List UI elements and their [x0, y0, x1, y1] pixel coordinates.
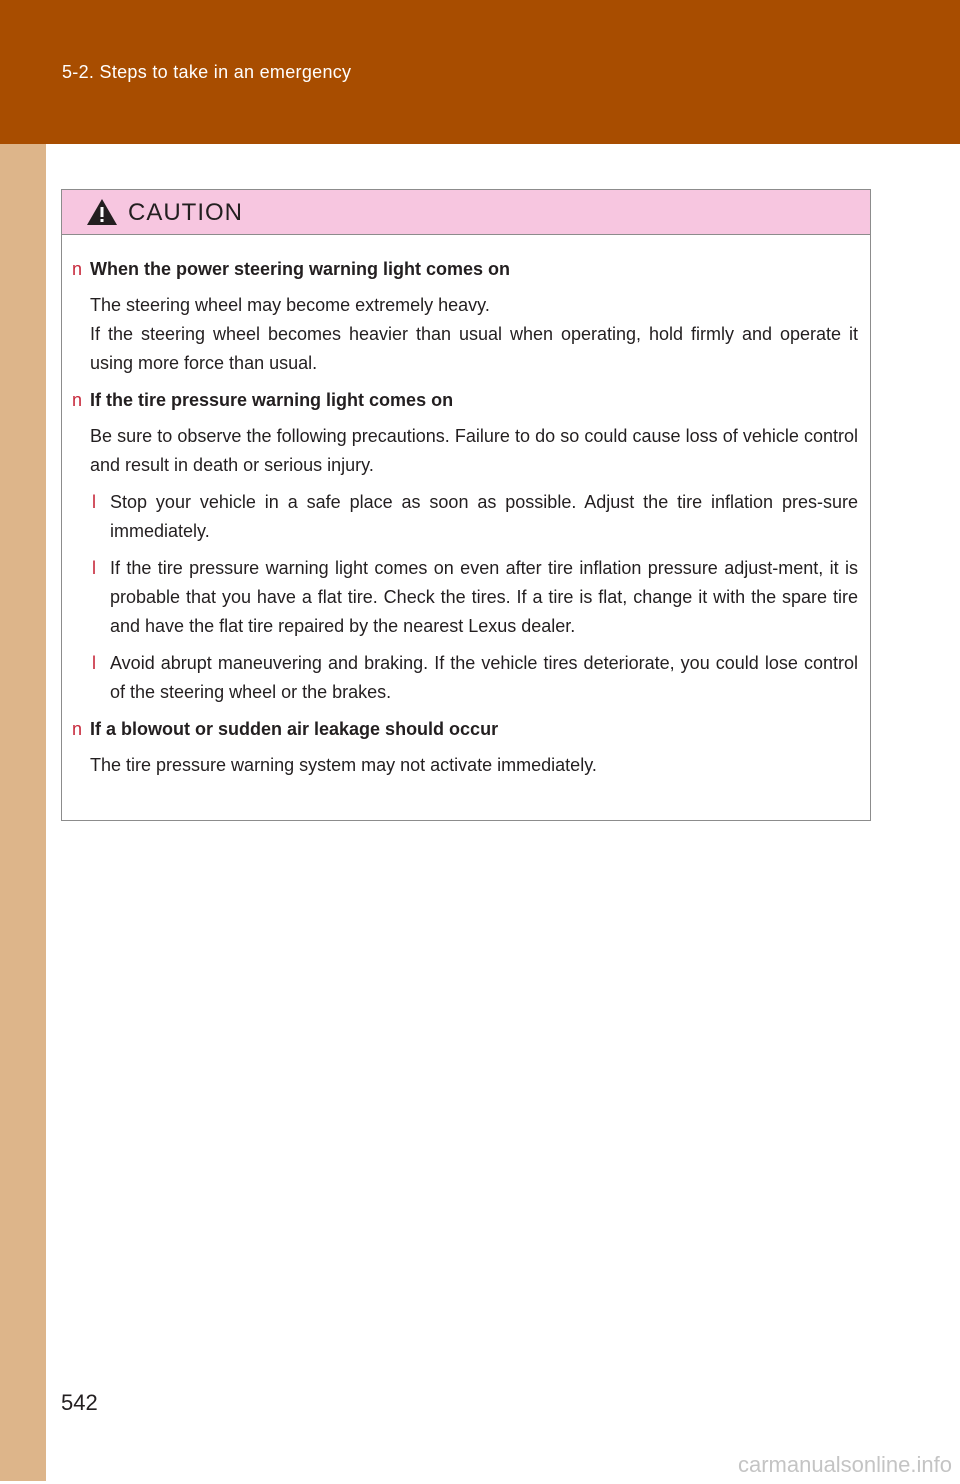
section-heading-tire-pressure: [72, 386, 858, 414]
warning-triangle-icon: [86, 198, 118, 226]
section-bullet: n: [72, 390, 83, 410]
list-bullet: l: [92, 653, 96, 673]
section-heading-power-steering: [72, 255, 858, 283]
section-title: 5-2. Steps to take in an emergency: [62, 62, 352, 82]
watermark: carmanualsonline.info: [737, 1452, 952, 1477]
list-item-text: If the tire pressure warning light comes on even after tire inflation pressure adjust-ment, it is probable that you have a flat tire. Check the tires. If a tire is flat, change it with the spare tire and have the flat tire repaired by the nearest Lexus dealer.: [110, 558, 858, 636]
section-bullet: n: [72, 259, 83, 279]
side-strip: [0, 144, 46, 1481]
section-heading-text: If a blowout or sudden air leakage should occur: [90, 719, 499, 739]
caution-label: CAUTION: [128, 199, 243, 226]
paragraph: The tire pressure warning system may not activate immediately.: [90, 755, 597, 775]
paragraph: The steering wheel may become extremely heavy.: [90, 295, 490, 315]
list-bullet: l: [92, 558, 96, 578]
section-bullet: n: [72, 719, 83, 739]
page-number: 542: [61, 1390, 98, 1415]
list-item-text: Avoid abrupt maneuvering and braking. If the vehicle tires deteriorate, you could lose control of the steering wheel or the brakes.: [110, 653, 858, 702]
caution-box: [61, 189, 871, 821]
paragraph: Be sure to observe the following precautions. Failure to do so could cause loss of vehicle control and result in death or serious injury.: [90, 426, 858, 475]
list-bullet: l: [92, 492, 96, 512]
header-bar: [0, 0, 960, 144]
caution-header: [62, 190, 870, 235]
caution-body: [62, 235, 870, 780]
list-item: [92, 488, 858, 546]
section-heading-text: When the power steering warning light comes on: [90, 259, 511, 279]
paragraph: If the steering wheel becomes heavier than usual when operating, hold firmly and operate it using more force than usual.: [90, 324, 858, 373]
list-item-text: Stop your vehicle in a safe place as soon as possible. Adjust the tire inflation pres-sure immediately.: [110, 492, 858, 541]
section-heading-blowout: [72, 715, 858, 743]
list-item: [92, 554, 858, 641]
section-heading-text: If the tire pressure warning light comes on: [90, 390, 454, 410]
list-item: [92, 649, 858, 707]
